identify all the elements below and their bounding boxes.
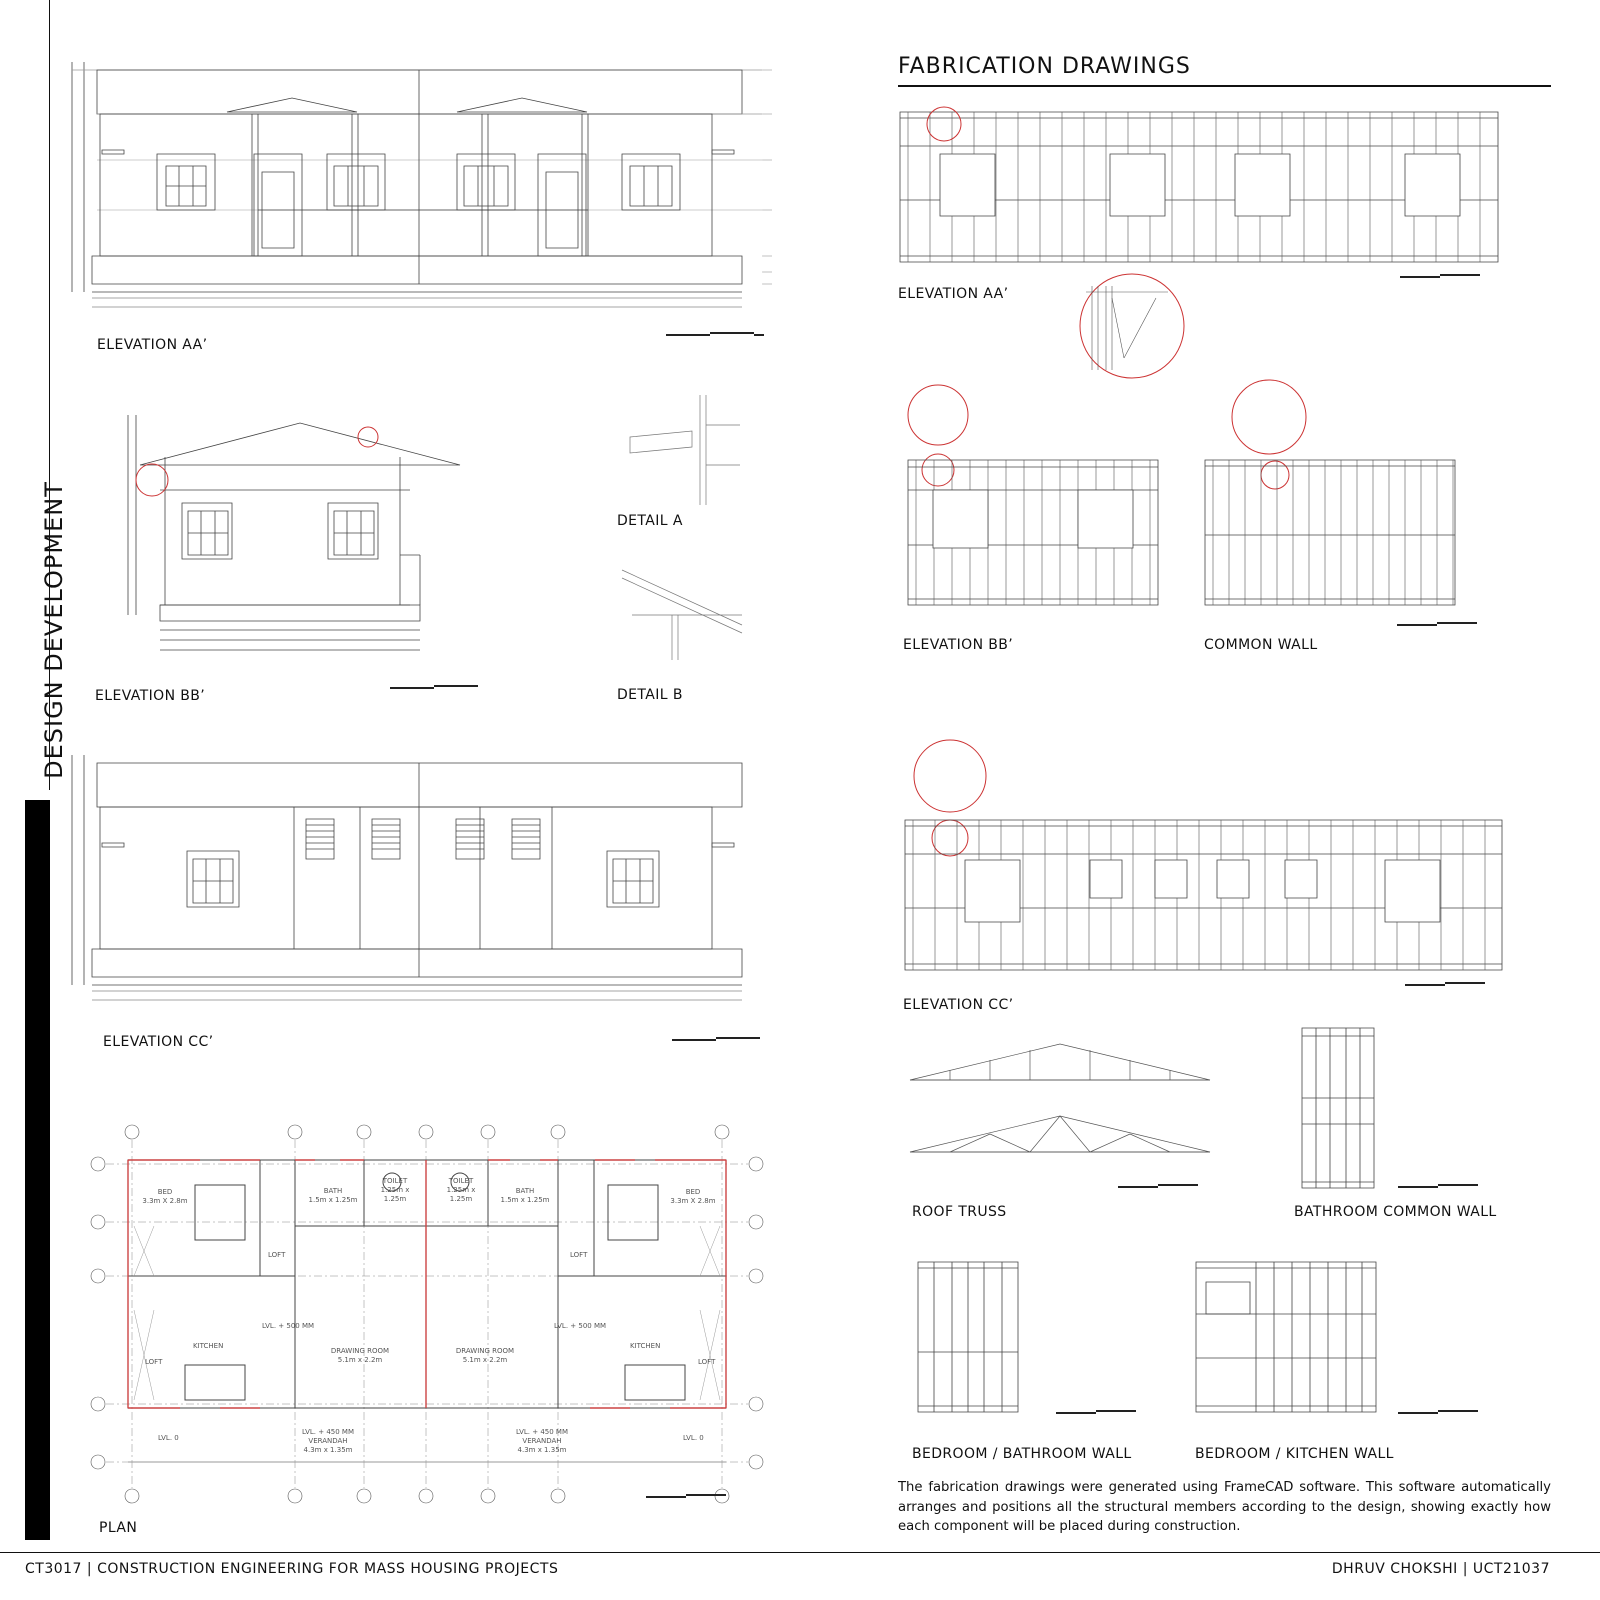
plan-veranda-right: VERANDAH xyxy=(522,1437,562,1445)
elevation-bb-label: ELEVATION BB’ xyxy=(95,688,206,704)
plan-loft-1: LOFT xyxy=(268,1251,286,1259)
plan-toilet-right-size: 1.25m x 1.25m xyxy=(446,1186,476,1203)
plan-drawing-left-size: 5.1m x 2.2m xyxy=(337,1356,383,1364)
fabrication-description: The fabrication drawings were generated using FrameCAD software. This software automatically arranges and positions all the structural members according to the design, showing exactly how each component will be placed during construction. xyxy=(898,1480,1551,1534)
plan-loft-3: LOFT xyxy=(145,1358,163,1366)
plan-bed-right-size: 3.3m X 2.8m xyxy=(670,1197,716,1205)
common-wall-label: COMMON WALL xyxy=(1204,637,1318,653)
fab-elevation-bb-label: ELEVATION BB’ xyxy=(903,637,1014,653)
detail-a-label: DETAIL A xyxy=(617,513,683,529)
fab-elevation-aa-label: ELEVATION AA’ xyxy=(898,286,1009,302)
elevation-aa-drawing xyxy=(62,62,832,352)
plan-bath-left-size: 1.5m x 1.25m xyxy=(308,1196,358,1204)
plan-loft-2: LOFT xyxy=(570,1251,588,1259)
footer-author: DHRUV CHOKSHI | UCT21037 xyxy=(1331,1561,1550,1577)
elevation-cc-drawing xyxy=(62,755,832,1055)
plan-lvl-500-right: LVL. + 500 MM xyxy=(554,1322,607,1330)
fab-elevation-aa-detail xyxy=(924,108,1164,383)
plan-veranda-right-size: 4.3m x 1.35m xyxy=(517,1446,567,1454)
sidebar-title: DESIGN DEVELOPMENT xyxy=(40,481,68,779)
plan-veranda-left: VERANDAH xyxy=(308,1437,348,1445)
plan-drawing-right-size: 5.1m x 2.2m xyxy=(462,1356,508,1364)
plan-toilet-left: TOILET xyxy=(382,1177,408,1185)
plan-bath-left: BATH xyxy=(323,1187,343,1195)
detail-b-drawing xyxy=(622,570,762,670)
plan-label: PLAN xyxy=(99,1520,138,1536)
plan-lvl-450-right: LVL. + 450 MM xyxy=(515,1428,569,1436)
plan-lvl-450-left: LVL. + 450 MM xyxy=(301,1428,355,1436)
fabrication-title-rule xyxy=(898,85,1551,87)
plan-bed-left: BED xyxy=(157,1188,173,1196)
bedroom-kitchen-wall-drawing xyxy=(1196,1262,1526,1422)
plan-kitchen-left: KITCHEN xyxy=(193,1342,224,1350)
plan-drawing-left: DRAWING ROOM xyxy=(330,1347,390,1355)
elevation-cc-label: ELEVATION CC’ xyxy=(103,1034,214,1050)
plan-veranda-left-size: 4.3m x 1.35m xyxy=(303,1446,353,1454)
plan-bed-left-size: 3.3m X 2.8m xyxy=(142,1197,188,1205)
elevation-bb-drawing xyxy=(120,415,550,705)
bedroom-kitchen-wall-label: BEDROOM / KITCHEN WALL xyxy=(1195,1446,1394,1462)
footer-course: CT3017 | CONSTRUCTION ENGINEERING FOR MASS HOUSING PROJECTS xyxy=(25,1561,559,1577)
bathroom-common-wall-label: BATHROOM COMMON WALL xyxy=(1294,1204,1497,1220)
plan-drawing-right: DRAWING ROOM xyxy=(455,1347,515,1355)
fabrication-title: FABRICATION DRAWINGS xyxy=(898,54,1191,79)
plan-kitchen-right: KITCHEN xyxy=(630,1342,661,1350)
roof-truss-drawing xyxy=(910,1040,1240,1200)
detail-b-label: DETAIL B xyxy=(617,687,683,703)
bathroom-common-wall-drawing xyxy=(1302,1028,1542,1193)
plan-bath-right: BATH xyxy=(515,1187,535,1195)
fab-elevation-cc-drawing xyxy=(905,740,1505,990)
plan-toilet-left-size: 1.25m x 1.25m xyxy=(380,1186,410,1203)
bedroom-bathroom-wall-drawing xyxy=(918,1262,1168,1422)
plan-drawing xyxy=(90,1120,780,1510)
fab-elevation-bb-drawing xyxy=(908,385,1168,610)
footer-rule xyxy=(0,1552,1600,1553)
fab-elevation-cc-label: ELEVATION CC’ xyxy=(903,997,1014,1013)
sidebar-black-bar xyxy=(25,800,50,1540)
plan-lvl-500-left: LVL. + 500 MM xyxy=(262,1322,315,1330)
plan-bath-right-size: 1.5m x 1.25m xyxy=(500,1196,550,1204)
plan-lvl0-right: LVL. 0 xyxy=(683,1434,704,1442)
plan-lvl0-left: LVL. 0 xyxy=(158,1434,179,1442)
bedroom-bathroom-wall-label: BEDROOM / BATHROOM WALL xyxy=(912,1446,1132,1462)
plan-bed-right: BED xyxy=(685,1188,701,1196)
plan-toilet-right: TOILET xyxy=(448,1177,474,1185)
elevation-aa-label: ELEVATION AA’ xyxy=(97,337,208,353)
roof-truss-label: ROOF TRUSS xyxy=(912,1204,1007,1220)
plan-loft-4: LOFT xyxy=(698,1358,716,1366)
common-wall-drawing xyxy=(1205,380,1505,630)
detail-a-drawing xyxy=(630,395,770,510)
